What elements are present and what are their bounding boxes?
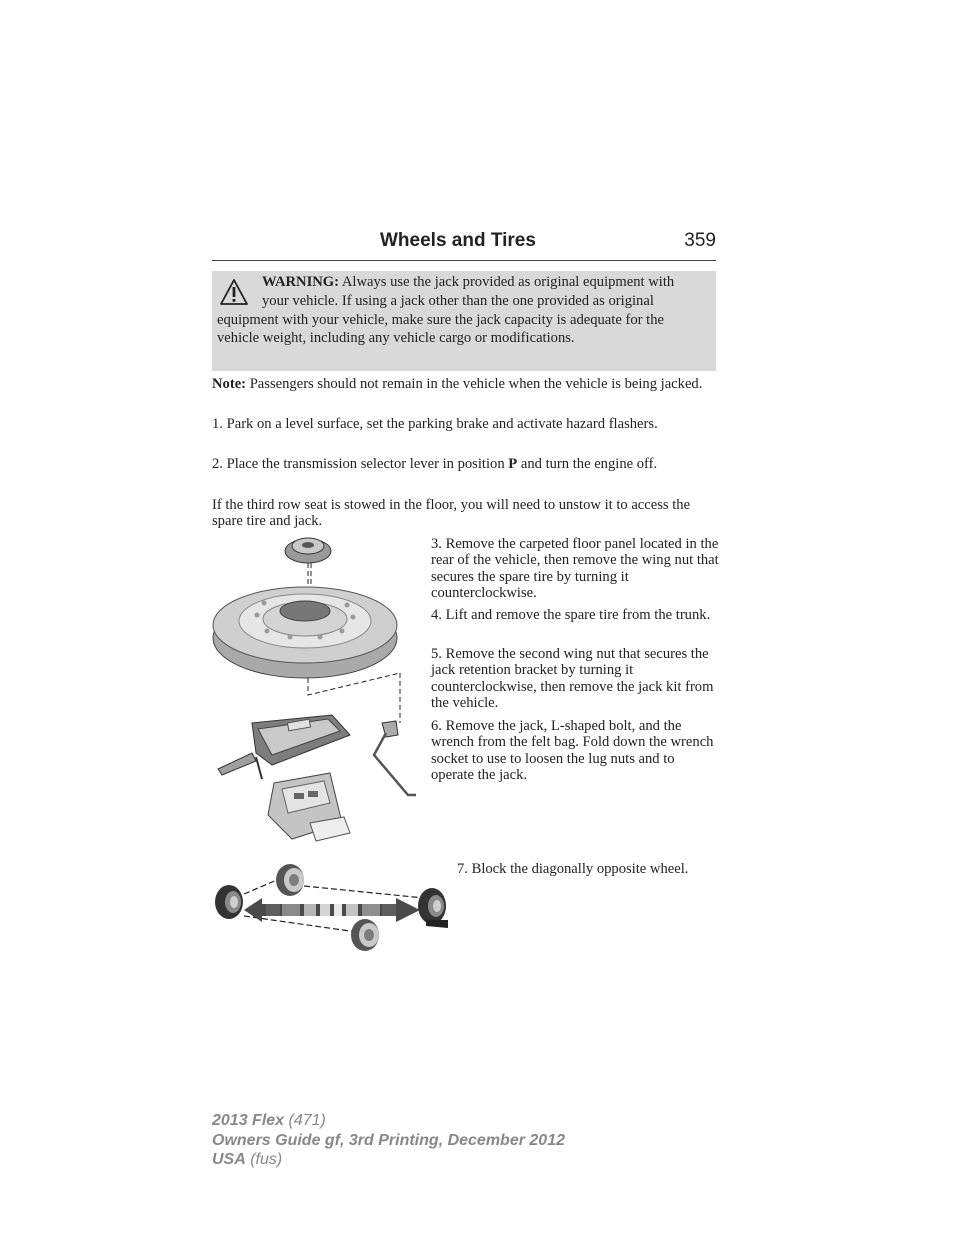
step-7: 7. Block the diagonally opposite wheel. (457, 861, 689, 877)
footer-model-code: (471) (284, 1112, 326, 1129)
step-1: 1. Park on a level surface, set the parking brake and activate hazard flashers. (212, 416, 658, 432)
warning-label: WARNING: (262, 274, 340, 290)
note-paragraph (212, 376, 716, 392)
step-2-text-b: and turn the engine off. (517, 456, 658, 472)
warning-box (212, 271, 716, 371)
wheel-front-left (215, 885, 243, 919)
wheel-block-diagram (212, 856, 452, 956)
footer-region-line (212, 1150, 565, 1170)
footer-model: 2013 Flex (212, 1112, 285, 1129)
warning-triangle-icon (220, 278, 248, 306)
footer-region: USA (212, 1151, 246, 1168)
step-3: 3. Remove the carpeted floor panel located in the rear of the vehicle, then remove the wing nut that secures the spare tire by turning it counterclockwise. (431, 536, 719, 602)
section-title: Wheels and Tires (380, 230, 536, 251)
footer-guide-line (212, 1131, 565, 1151)
wheel-rear-right-blocked (418, 888, 448, 928)
third-row-paragraph: If the third row seat is stowed in the floor, you will need to unstow it to access the spare tire and jack. (212, 497, 691, 530)
step-6: 6. Remove the jack, L-shaped bolt, and the wrench from the felt bag. Fold down the wrench socket to use to loosen the lug nuts and to operate the jack. (431, 718, 714, 784)
step-5: 5. Remove the second wing nut that secures the jack retention bracket by turning it counterclockwise, then remove the jack kit from the vehicle. (431, 646, 714, 712)
page-header (212, 230, 716, 261)
step-2 (212, 456, 716, 472)
note-label: Note: (212, 376, 247, 392)
footer-region-code: (fus) (245, 1151, 283, 1168)
step-4: 4. Lift and remove the spare tire from the trunk. (431, 607, 711, 623)
warning-text: Always use the jack provided as original equipment with your vehicle. If using a jack other than the one provided as original equipment with your vehicle, make sure the jack capacity is adequate for the vehicle weight, including any vehicle cargo or modifications. (217, 274, 675, 347)
wheel-front-right-blocked (276, 864, 304, 896)
step-2-bold: P (508, 456, 518, 472)
footer-guide: Owners Guide gf, 3rd Printing, December 2012 (212, 1131, 565, 1149)
spare-tire-jack-illustration (212, 533, 420, 845)
footer-model-line (212, 1111, 565, 1131)
page-footer (212, 1111, 565, 1170)
page-number: 359 (684, 230, 716, 251)
note-text: Passengers should not remain in the vehicle when the vehicle is being jacked. (246, 376, 703, 392)
step-2-text-a: 2. Place the transmission selector lever in position (212, 456, 509, 472)
wheel-rear-left (351, 919, 379, 951)
